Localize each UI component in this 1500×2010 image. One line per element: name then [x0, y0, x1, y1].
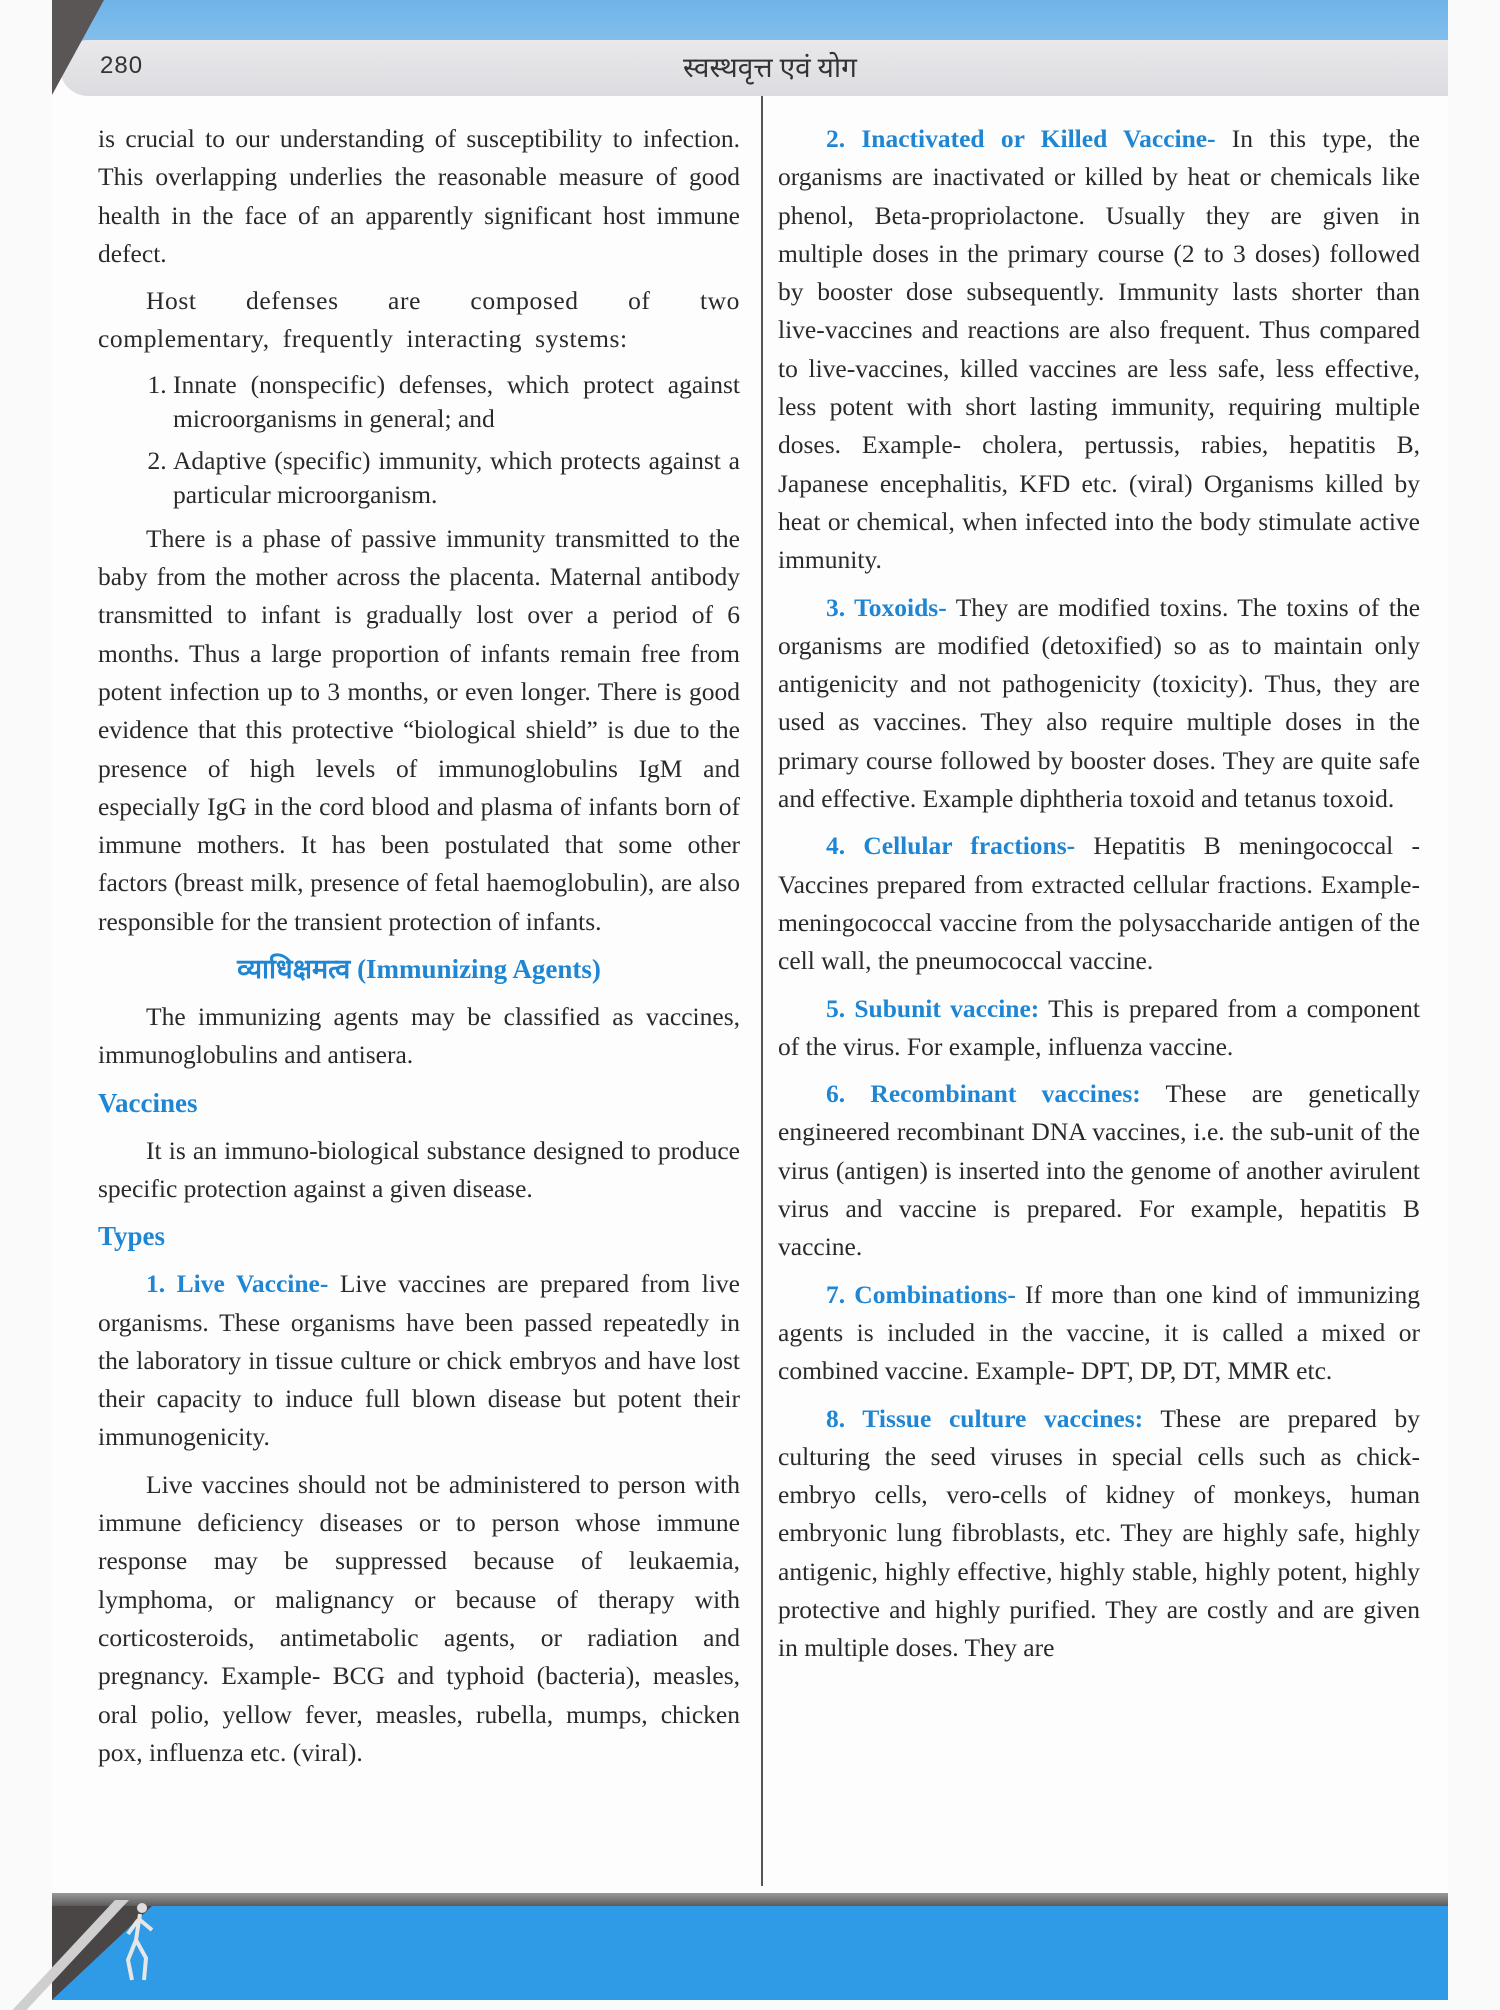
section-heading-immunizing-agents: व्याधिक्षमत्व (Immunizing Agents) — [237, 954, 601, 985]
vaccine-type-item — [778, 1075, 1420, 1266]
paragraph: The immunizing agents may be classified as vaccines, immunoglobulins and antisera. — [98, 1002, 740, 1070]
term-title: 6. Recombinant vaccines: — [826, 1079, 1141, 1109]
vaccine-type-item — [778, 990, 1420, 1067]
vaccine-type-item — [778, 1276, 1420, 1391]
paragraph-live-vaccine — [98, 1265, 740, 1456]
term-text: Live vaccines are prepared from live organisms. These organisms have been passed repeatedly in the laboratory in tissue culture or chick embryos and have lost their capacity to induce full blown disease but potent their immunogenicity. — [98, 1269, 740, 1452]
right-column — [778, 120, 1420, 1677]
column-divider — [761, 96, 763, 1886]
paragraph: is crucial to our understanding of susceptibility to infection. This overlapping underlies the reasonable measure of good health in the face of an apparently significant host immune defect. — [98, 124, 740, 268]
term-title: 3. Toxoids- — [826, 592, 947, 622]
vaccine-type-item — [778, 120, 1420, 580]
term-text: Hepatitis B meningococcal - Vaccines prepared from extracted cellular fractions. Example- meningococcal vaccine from the polysaccharide antigen of the cell wall, the pneumococcal vaccine. — [778, 831, 1420, 976]
footer-band — [52, 1906, 1448, 2000]
term-title: 2. Inactivated or Killed Vaccine- — [826, 124, 1216, 153]
term-text: They are modified toxins. The toxins of the organisms are modified (detoxified) so as to maintain only antigenicity and not pathogenicity (toxicity). Thus, they are used as vaccines. They also require multiple doses in the primary course followed by booster doses. They are quite safe and effective. Example diphtheria toxoid and tetanus toxoid. — [778, 592, 1421, 814]
vaccine-type-item — [778, 1400, 1420, 1668]
term-text: If more than one kind of immunizing agents is included in the vaccine, it is called a mixed or combined vaccine. Example- DPT, DP, DT, MMR etc. — [778, 1279, 1421, 1386]
vaccine-type-item — [778, 827, 1420, 980]
term-title: 8. Tissue culture vaccines: — [826, 1403, 1144, 1433]
defense-list — [98, 368, 740, 512]
paragraph: Host defenses are composed of two complementary, frequently interacting systems: — [98, 286, 740, 354]
term-text: This is prepared from a component of the virus. For example, influenza vaccine. — [778, 993, 1421, 1061]
term-text: In this type, the organisms are inactivated or killed by heat or chemicals like phenol, Beta-propriolactone. Usually they are given in multiple doses in the primary course (2 to 3 doses) followed by booster dose subsequently. Immunity lasts shorter than live-vaccines and reactions are also frequent. Thus compared to live-vaccines, killed vaccines are less safe, less effective, less potent with short lasting immunity, requiring multiple doses. Example- cholera, pertussis, rabies, hepatitis B, Japanese encephalitis, KFD etc. (viral) Organisms killed by heat or chemical, when infected into the body stimulate active immunity. — [778, 124, 1420, 575]
section-heading-vaccines: Vaccines — [98, 1087, 198, 1118]
paragraph: There is a phase of passive immunity transmitted to the baby from the mother across the placenta. Maternal antibody transmitted to infant is gradually lost over a period of 6 months. Thus a large proportion of infants remain free from potent infection up to 3 months, or even longer. There is good evidence that this protective “biological shield” is due to the presence of high levels of immunoglobulins IgM and especially IgG in the cord blood and plasma of infants born of immune mothers. It has been postulated that some other factors (breast milk, presence of fetal haemoglobulin), are also responsible for the transient protection of infants. — [98, 523, 740, 936]
paragraph: Live vaccines should not be administered to person with immune deficiency diseases or to person whose immune response may be suppressed because of leukaemia, lymphoma, or malignancy or because of therapy with corticosteroids, antimetabolic agents, or radiation and pregnancy. Example- BCG and typhoid (bacteria), measles, oral polio, yellow fever, measles, rubella, mumps, chicken pox, influenza etc. (viral). — [98, 1469, 740, 1767]
term-text: These are prepared by culturing the seed viruses in special cells such as chick-embryo cells, vero-cells of kidney of monkeys, human embryonic lung fibroblasts, etc. They are highly safe, highly antigenic, highly effective, highly stable, highly potent, highly protective and highly purified. They are costly and are given in multiple doses. They are — [778, 1403, 1420, 1663]
section-heading-types: Types — [98, 1221, 166, 1252]
list-item: 2. Adaptive (specific) immunity, which protects against a particular microorganism. — [173, 444, 740, 512]
term-text: These are genetically engineered recombinant DNA vaccines, i.e. the sub-unit of the virus (antigen) is inserted into the genome of another avirulent virus and vaccine is prepared. For example, hepatitis B vaccine. — [778, 1079, 1420, 1262]
vaccine-type-item — [778, 589, 1420, 819]
term-title: 7. Combinations- — [826, 1279, 1016, 1309]
left-column — [98, 120, 740, 1781]
header-corner-decoration — [52, 0, 104, 95]
term-title: 1. Live Vaccine- — [146, 1269, 329, 1299]
running-title: स्वस्थवृत्त एवं योग — [683, 53, 857, 84]
term-title: 4. Cellular fractions- — [826, 831, 1076, 861]
page-number: 280 — [100, 52, 144, 79]
term-title: 5. Subunit vaccine: — [826, 993, 1040, 1023]
paragraph: It is an immuno-biological substance designed to produce specific protection against a given disease. — [98, 1135, 740, 1203]
list-item: 1. Innate (nonspecific) defenses, which protect against microorganisms in general; and — [173, 368, 740, 436]
runner-illustration-icon — [120, 1900, 160, 1985]
